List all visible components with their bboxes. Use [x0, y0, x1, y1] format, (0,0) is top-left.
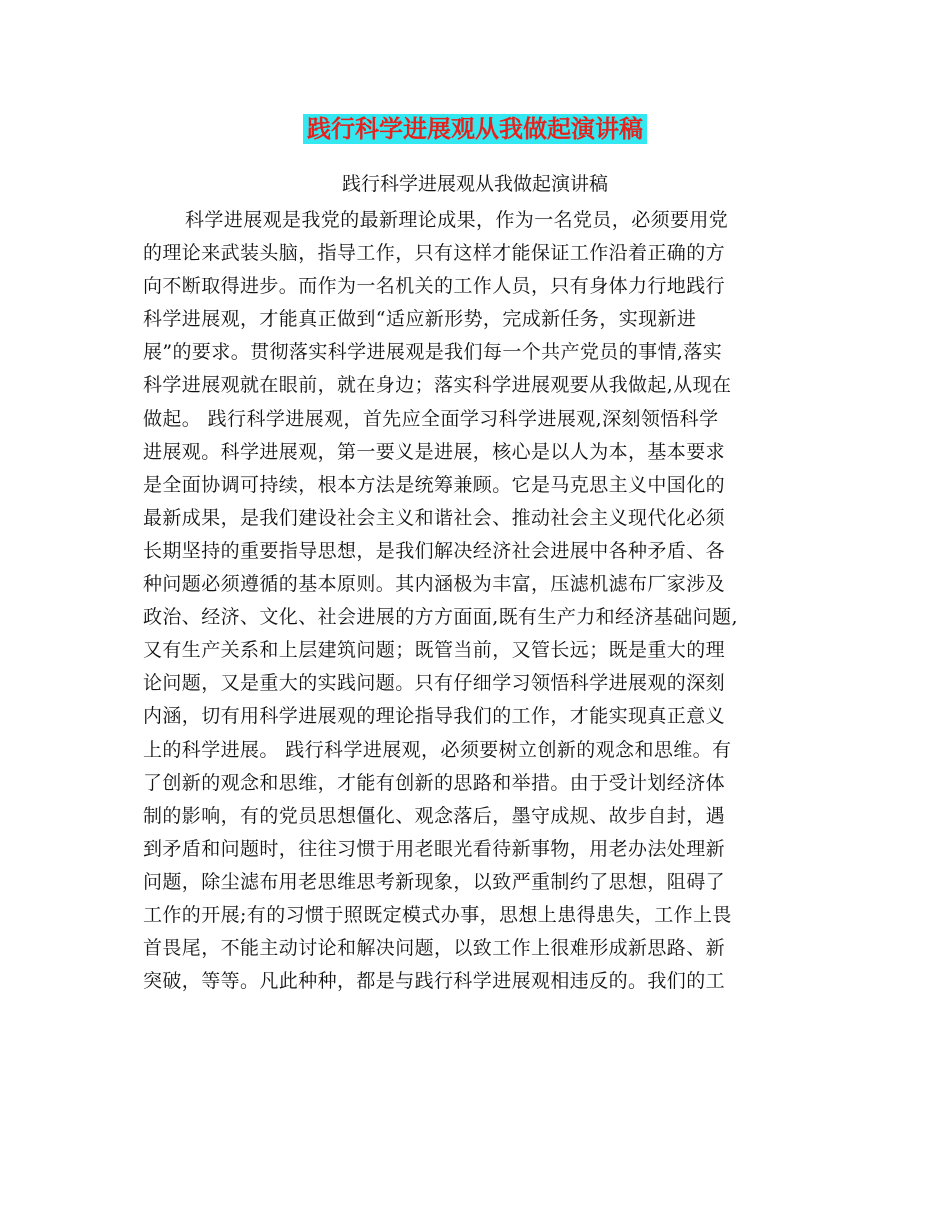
text-line: 是全面协调可持续，根本方法是统筹兼顾。它是马克思主义中国化的: [143, 473, 726, 496]
text-line: 科学进展观就在眼前，就在身边；落实科学进展观要从我做起,从现在: [143, 374, 732, 397]
text-line: 首畏尾，不能主动讨论和解决问题，以致工作上很难形成新思路、新: [143, 937, 726, 960]
text-line: 突破，等等。凡此种种，都是与践行科学进展观相违反的。我们的工: [143, 970, 726, 993]
text-line: 的理论来武装头脑，指导工作，只有这样才能保证工作沿着正确的方: [143, 242, 726, 265]
body-text: [143, 204, 823, 998]
text-line: 科学进展观，才能真正做到“适应新形势，完成新任务，实现新进: [143, 308, 697, 331]
text-line: 论问题，又是重大的实践问题。只有仔细学习领悟科学进展观的深刻: [143, 672, 726, 695]
text-line: 做起。 践行科学进展观，首先应全面学习科学进展观,深刻领悟科学: [143, 407, 719, 430]
text-line: 内涵，切有用科学进展观的理论指导我们的工作，才能实现真正意义: [143, 705, 726, 728]
text-line: 问题，除尘滤布用老思维思考新现象，以致严重制约了思想，阻碍了: [143, 870, 726, 893]
text-line: 长期坚持的重要指导思想，是我们解决经济社会进展中各种矛盾、各: [143, 539, 726, 562]
text-line: 又有生产关系和上层建筑问题；既管当前，又管长远；既是重大的理: [143, 639, 726, 662]
document-subtitle: 践行科学进展观从我做起演讲稿: [341, 173, 608, 195]
text-line: 最新成果，是我们建设社会主义和谐社会、推动社会主义现代化必须: [143, 506, 726, 529]
text-line: 科学进展观是我党的最新理论成果，作为一名党员，必须要用党: [185, 209, 729, 231]
text-line: 种问题必须遵循的基本原则。其内涵极为丰富，压滤机滤布厂家涉及: [143, 573, 726, 596]
text-line: 上的科学进展。 践行科学进展观，必须要树立创新的观念和思维。有: [143, 738, 732, 761]
text-line: 到矛盾和问题时，往往习惯于用老眼光看待新事物，用老办法处理新: [143, 837, 726, 860]
text-line: 进展观。科学进展观，第一要义是进展，核心是以人为本，基本要求: [143, 440, 726, 463]
text-line: 展”的要求。贯彻落实科学进展观是我们每一个共产党员的事情,落实: [143, 341, 723, 364]
text-line: 了创新的观念和思维，才能有创新的思路和举措。由于受计划经济体: [143, 771, 726, 794]
text-line: 向不断取得进步。而作为一名机关的工作人员，只有身体力行地践行: [143, 275, 726, 298]
document-title: 践行科学进展观从我做起演讲稿: [303, 114, 647, 144]
text-line: 制的影响，有的党员思想僵化、观念落后，墨守成规、故步自封，遇: [143, 804, 726, 827]
text-line: 政治、经济、文化、社会进展的方方面面,既有生产力和经济基础问题,: [143, 606, 738, 629]
text-line: 工作的开展;有的习惯于照既定模式办事，思想上患得患失，工作上畏: [143, 903, 732, 926]
title-container: [0, 114, 950, 144]
